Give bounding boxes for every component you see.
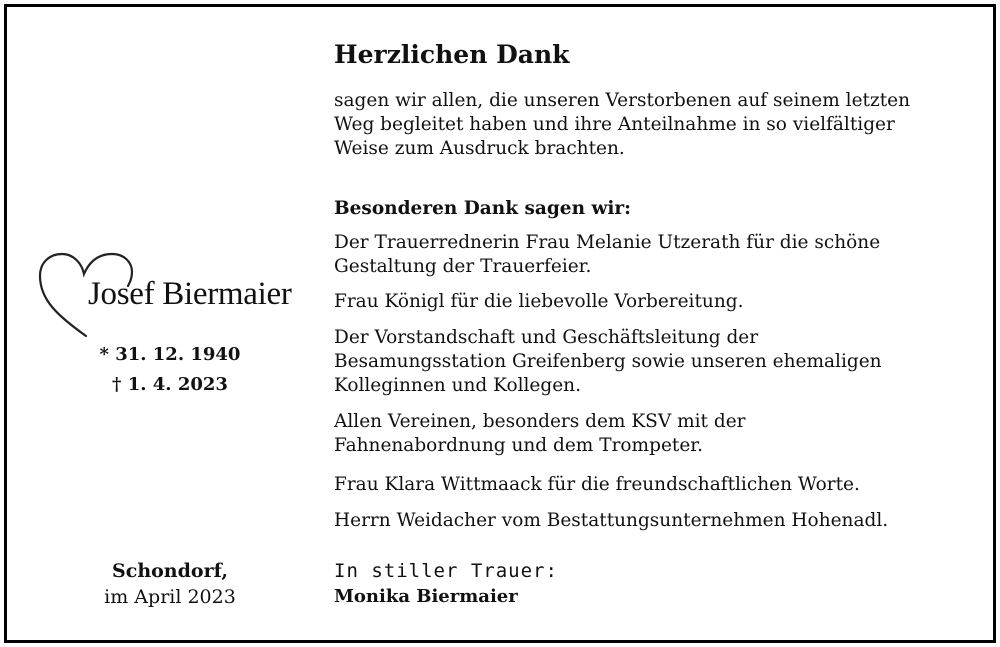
thanks-item [334,231,974,279]
thanks-line: Besamungsstation Greifenberg sowie unseren ehemaligen [334,351,882,372]
location-date: im April 2023 [104,586,236,608]
special-thanks-heading: Besonderen Dank sagen wir: [334,198,631,219]
notice-title: Herzlichen Dank [334,40,570,69]
thanks-item [334,410,974,458]
thanks-line: Herrn Weidacher vom Bestattungsunternehmen Hohenadl. [334,510,889,531]
thanks-line: Frau Königl für die liebevolle Vorbereitung. [334,291,744,312]
deceased-name: Josef Biermaier [88,276,292,312]
signer-name: Monika Biermaier [334,586,518,607]
death-date: † 1. 4. 2023 [112,374,228,395]
thanks-item [334,509,974,533]
thanks-line: Der Vorstandschaft und Geschäftsleitung der [334,327,759,348]
intro-line: Weg begleitet haben und ihre Anteilnahme in so vielfältiger [334,114,895,135]
thanks-item [334,326,974,398]
thanks-line: Der Trauerrednerin Frau Melanie Utzerath für die schöne [334,232,881,253]
location-place: Schondorf, [112,560,228,582]
thanks-line: Frau Klara Wittmaack für die freundschaftlichen Worte. [334,474,860,495]
thanks-line: Gestaltung der Trauerfeier. [334,256,592,277]
intro-line: Weise zum Ausdruck brachten. [334,138,625,159]
thanks-line: Fahnenabordnung und dem Trompeter. [334,435,703,456]
thanks-line: Allen Vereinen, besonders dem KSV mit der [334,411,746,432]
thanks-item [334,290,974,314]
intro-line: sagen wir allen, die unseren Verstorbenen auf seinem letzten [334,90,910,111]
mourning-line: In stiller Trauer: [334,560,558,582]
thanks-item [334,473,974,497]
birth-date: * 31. 12. 1940 [99,344,241,365]
thanks-line: Kolleginnen und Kollegen. [334,375,581,396]
intro-paragraph [334,89,974,161]
